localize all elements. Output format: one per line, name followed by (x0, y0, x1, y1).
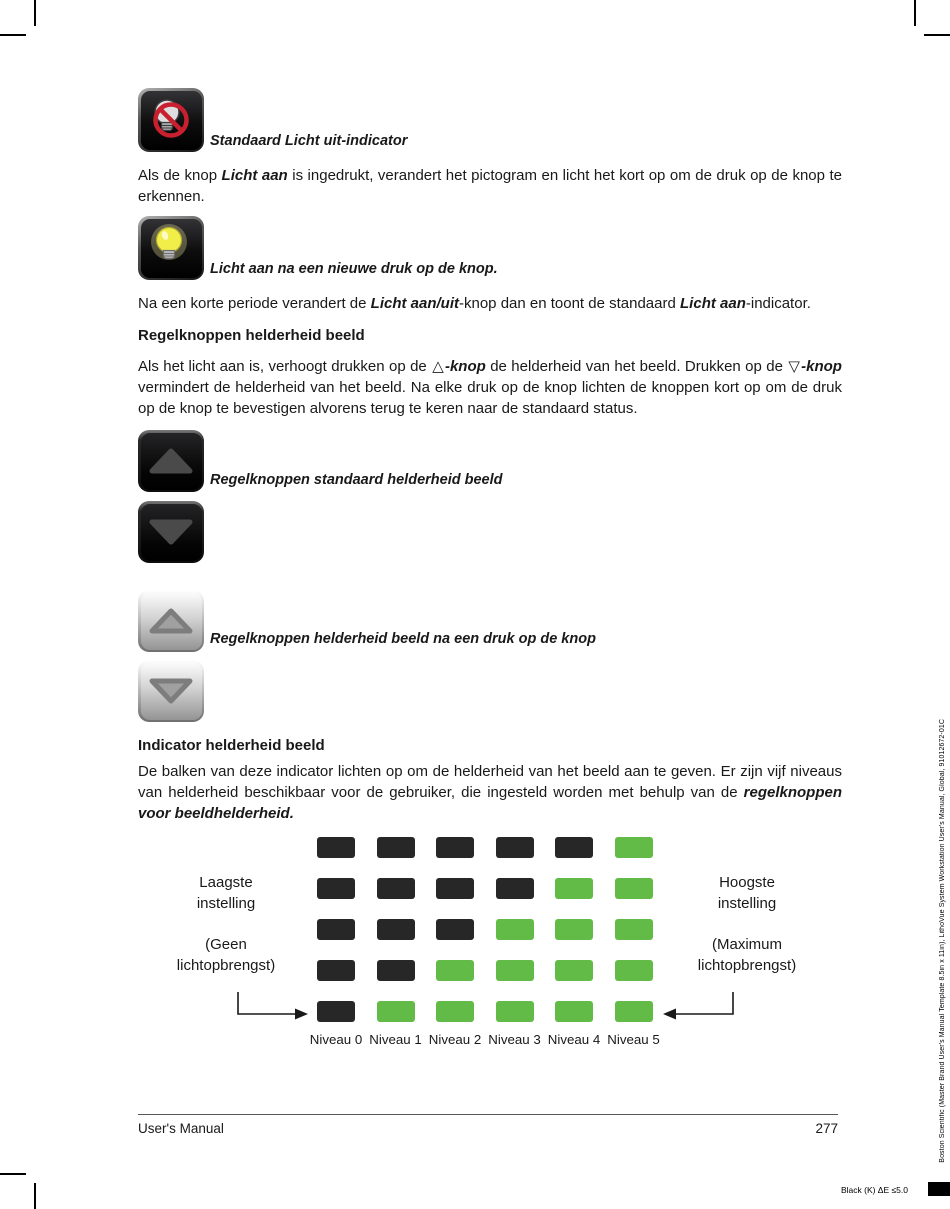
crop-mark (914, 0, 916, 26)
text-run: -knop dan en toont de standaard (459, 295, 681, 312)
light-off-caption: Standaard Licht uit-indicator (210, 133, 408, 149)
button-face (141, 593, 202, 650)
brightness-down-button-pressed (138, 660, 204, 722)
default-buttons-caption: Regelknoppen standaard helderheid beeld (210, 472, 503, 488)
bulb-off-icon (143, 93, 199, 147)
text-run: Als het licht aan is, verhoogt drukken op de (138, 358, 432, 375)
footer-rule (138, 1114, 838, 1115)
crop-mark (0, 1173, 26, 1175)
indicator-bar-lit (436, 1001, 474, 1022)
triangle-down-symbol: ▽ (788, 357, 801, 375)
indicator-bar-unlit (317, 837, 355, 858)
indicator-bar-unlit (317, 1001, 355, 1022)
text-run: Na een korte periode verandert de (138, 295, 371, 312)
brightness-grid (317, 837, 653, 1022)
pressed-buttons-caption: Regelknoppen helderheid beeld na een druk op de knop (210, 631, 596, 647)
level-label: Niveau 1 (369, 1032, 422, 1047)
indicator-bar-unlit (555, 837, 593, 858)
lowest-setting-sublabel: (Geen lichtopbrengst) (176, 936, 276, 974)
brightness-down-button-default (138, 501, 204, 563)
light-off-indicator-button (138, 88, 204, 152)
footer-page-number: 277 (815, 1121, 838, 1136)
indicator-bar-lit (615, 919, 653, 940)
highest-setting-sublabel: (Maximum lichtopbrengst) (697, 936, 797, 974)
brightness-up-button-pressed (138, 590, 204, 652)
indicator-bar-unlit (377, 878, 415, 899)
brightness-controls-paragraph (138, 356, 842, 419)
indicator-bar-lit (615, 960, 653, 981)
text-run-emphasis: Licht aan (221, 167, 288, 184)
highest-level-arrow (658, 990, 738, 1022)
bulb-on-icon (143, 221, 199, 275)
light-on-paragraph (138, 293, 842, 314)
level-label: Niveau 0 (309, 1032, 363, 1047)
crop-mark (34, 0, 36, 26)
indicator-bar-lit (496, 919, 534, 940)
light-on-caption: Licht aan na een nieuwe druk op de knop. (210, 261, 498, 277)
indicator-bar-unlit (436, 878, 474, 899)
brightness-controls-heading: Regelknoppen helderheid beeld (138, 327, 365, 344)
button-face (141, 663, 202, 720)
arrow-down-icon (148, 518, 194, 546)
text-run: is ingedrukt, verandert het pictogram en licht het kort op om de druk op de knop te erkennen. (138, 167, 842, 205)
text-run-emphasis: -knop (801, 358, 842, 375)
light-off-paragraph (138, 165, 842, 207)
text-run-emphasis: -knop (444, 358, 486, 375)
triangle-up-symbol: △ (432, 357, 444, 375)
indicator-bar-unlit (317, 878, 355, 899)
indicator-bar-unlit (496, 837, 534, 858)
crop-mark (34, 1183, 36, 1209)
indicator-bar-unlit (317, 960, 355, 981)
indicator-bar-lit (615, 1001, 653, 1022)
crop-mark (924, 34, 950, 36)
indicator-bar-lit (555, 919, 593, 940)
indicator-bar-unlit (377, 837, 415, 858)
indicator-bar-lit (615, 878, 653, 899)
indicator-bar-lit (436, 960, 474, 981)
indicator-bar-lit (555, 878, 593, 899)
indicator-bar-unlit (377, 960, 415, 981)
arrow-down-icon (148, 677, 194, 705)
text-run: -indicator. (745, 295, 811, 312)
text-run: Als de knop (138, 167, 222, 184)
text-run-emphasis: Licht aan/uit (370, 295, 459, 312)
footer-manual-label: User's Manual (138, 1121, 224, 1136)
level-label: Niveau 5 (607, 1032, 660, 1047)
text-run: de helderheid van het beeld. Drukken op de (485, 358, 788, 375)
brightness-up-button-default (138, 430, 204, 492)
light-off-button-face (141, 91, 202, 150)
light-on-button-face (141, 219, 202, 278)
button-face (141, 504, 202, 561)
indicator-bar-lit (496, 1001, 534, 1022)
button-face (141, 433, 202, 490)
text-run-emphasis: regelknoppen voor beeldhelderheid. (138, 784, 842, 822)
level-label: Niveau 3 (488, 1032, 541, 1047)
print-color-info: Black (K) ΔE ≤5.0 (840, 1185, 908, 1195)
lowest-level-arrow (233, 990, 313, 1022)
text-run-emphasis: Licht aan (680, 295, 746, 312)
light-on-indicator-button (138, 216, 204, 280)
indicator-bar-lit (496, 960, 534, 981)
indicator-bar-unlit (436, 919, 474, 940)
indicator-bar-lit (555, 960, 593, 981)
indicator-bar-lit (377, 1001, 415, 1022)
text-run: De balken van deze indicator lichten op om de helderheid van het beeld aan te geven. Er zijn vijf niveaus van helderheid beschikbaar voor de gebruiker, die ingesteld worden met behulp van de (138, 763, 842, 801)
crop-mark (0, 34, 26, 36)
level-label: Niveau 2 (428, 1032, 482, 1047)
level-label: Niveau 4 (547, 1032, 601, 1047)
indicator-bar-lit (555, 1001, 593, 1022)
arrow-up-icon (148, 447, 194, 475)
highest-setting-label: Hoogste instelling (717, 874, 777, 912)
text-run: vermindert de helderheid van het beeld. Na elke druk op de knop lichten de knoppen kort op om de druk op de knop te bevestigen alvorens terug te keren naar de standaard status. (138, 379, 842, 417)
indicator-heading: Indicator helderheid beeld (138, 737, 325, 754)
print-sidebar-text: Boston Scientific (Master Brand User's Manual Template 8.5in x 11in), LithoVue System Workstation User's Manual, Global, 91012672-01C (939, 719, 946, 1163)
lowest-setting-label: Laagste instelling (196, 874, 256, 912)
level-labels-row (309, 1032, 660, 1047)
indicator-bar-unlit (317, 919, 355, 940)
indicator-bar-unlit (436, 837, 474, 858)
indicator-bar-unlit (377, 919, 415, 940)
indicator-paragraph (138, 761, 842, 824)
arrow-up-icon (148, 607, 194, 635)
indicator-bar-lit (615, 837, 653, 858)
indicator-bar-unlit (496, 878, 534, 899)
print-color-bar (928, 1182, 950, 1196)
